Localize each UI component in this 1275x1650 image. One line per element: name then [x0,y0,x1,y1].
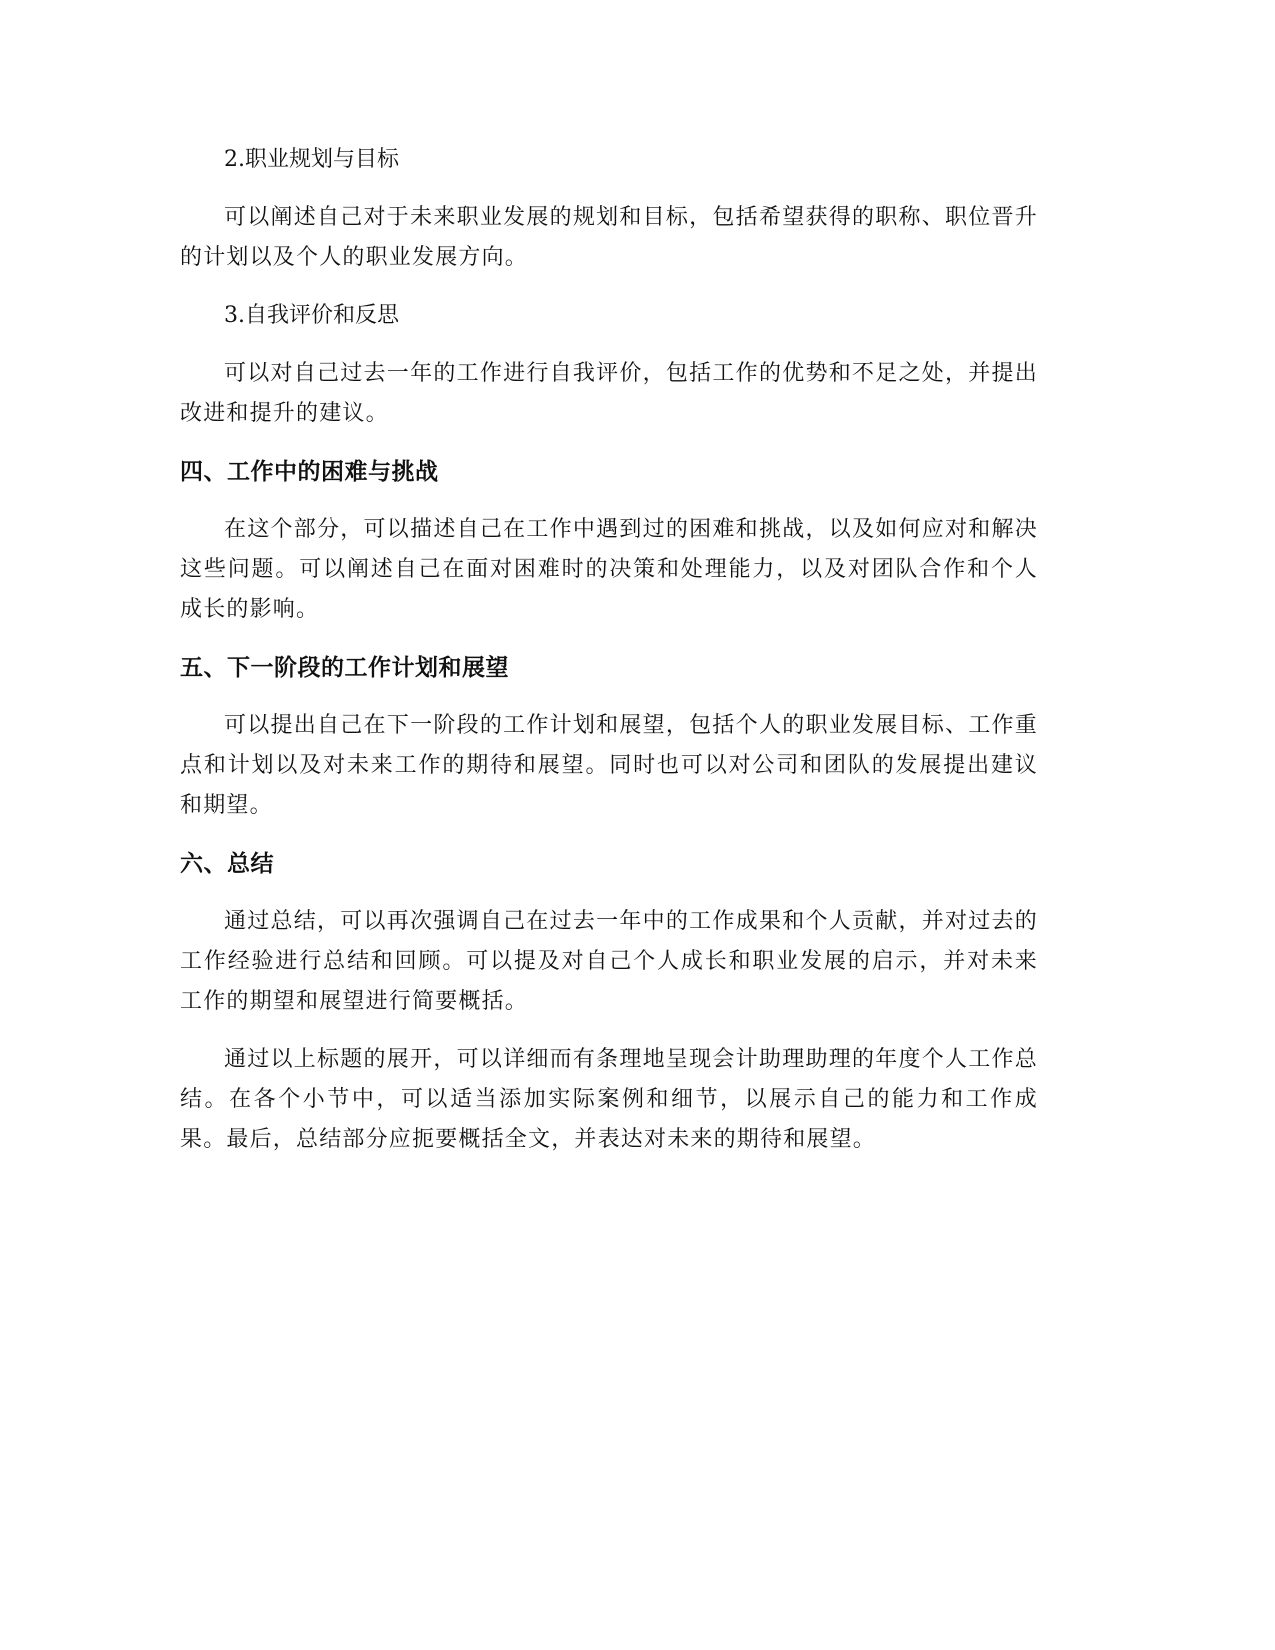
paragraph-difficulties: 在这个部分，可以描述自己在工作中遇到过的困难和挑战，以及如何应对和解决这些问题。可以阐述自己在面对困难时的决策和处理能力，以及对团队合作和个人成长的影响。 [180,517,1038,622]
paragraph-summary: 通过总结，可以再次强调自己在过去一年中的工作成果和个人贡献，并对过去的工作经验进行总结和回顾。可以提及对自己个人成长和职业发展的启示，并对未来工作的期望和展望进行简要概括。 [180,909,1038,1014]
document-page [180,140,1038,1178]
subheading-self-evaluation: 3.自我评价和反思 [224,303,399,328]
paragraph-self-evaluation: 可以对自己过去一年的工作进行自我评价，包括工作的优势和不足之处，并提出改进和提升的建议。 [180,361,1038,426]
heading-difficulties: 四、工作中的困难与挑战 [180,459,439,485]
paragraph-next-plan: 可以提出自己在下一阶段的工作计划和展望，包括个人的职业发展目标、工作重点和计划以及对未来工作的期待和展望。同时也可以对公司和团队的发展提出建议和期望。 [180,713,1038,818]
paragraph-career-planning: 可以阐述自己对于未来职业发展的规划和目标，包括希望获得的职称、职位晋升的计划以及个人的职业发展方向。 [180,205,1038,270]
paragraph-conclusion: 通过以上标题的展开，可以详细而有条理地呈现会计助理助理的年度个人工作总结。在各个小节中，可以适当添加实际案例和细节，以展示自己的能力和工作成果。最后，总结部分应扼要概括全文，并表达对未来的期待和展望。 [180,1047,1038,1152]
heading-summary: 六、总结 [180,851,274,877]
subheading-career-planning: 2.职业规划与目标 [224,147,399,172]
heading-next-plan: 五、下一阶段的工作计划和展望 [180,655,509,681]
